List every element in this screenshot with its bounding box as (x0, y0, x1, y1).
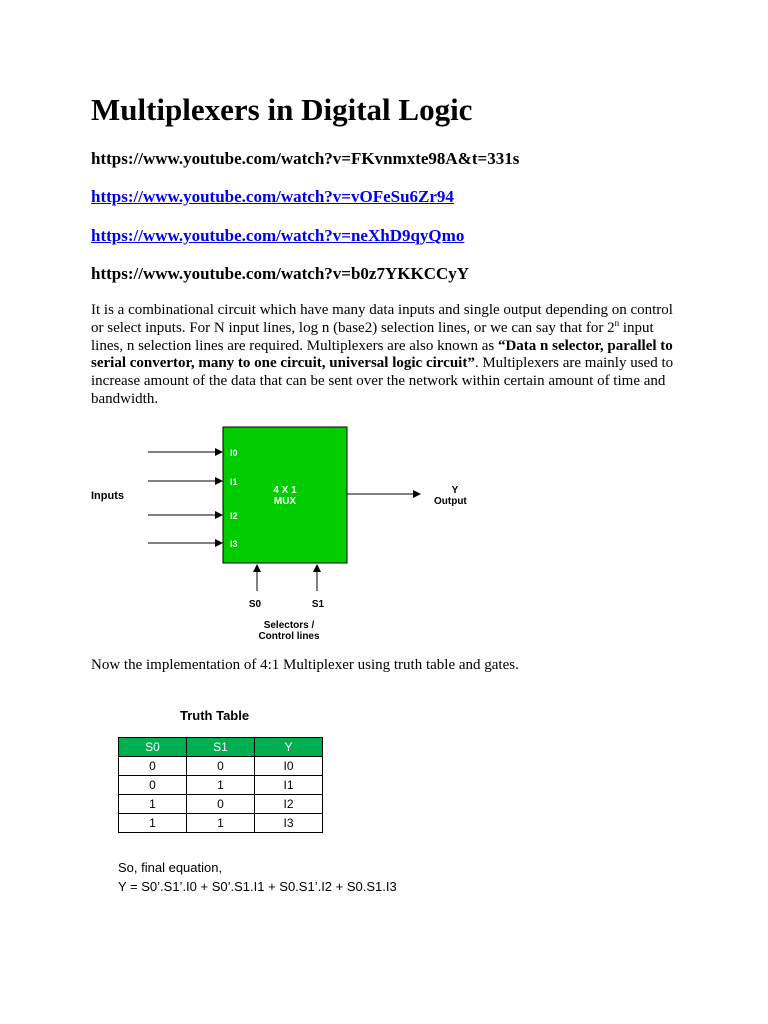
selector-label-s1: S1 (311, 599, 325, 610)
table-cell: 0 (187, 795, 255, 814)
truth-table-header-row (119, 738, 323, 757)
intro-paragraph (91, 302, 686, 409)
table-row (119, 814, 323, 833)
para-text-1: It is a combinational circuit which have many data inputs and single output depending on control or select inputs. For N input lines, log n (base2) selection lines, or we can say that for 2 (91, 302, 673, 336)
equation-intro: So, final equation, (118, 860, 223, 875)
para-text-3: . Multiplexers are mainly used to increase amount of the data that can be sent over the network within certain amount of time and bandwidth. (91, 355, 674, 407)
pin-label-i2: I2 (230, 511, 238, 521)
table-cell: I3 (255, 814, 323, 833)
table-cell: 0 (119, 776, 187, 795)
output-y-label: Y (451, 485, 459, 496)
header-s0: S0 (119, 738, 187, 757)
table-cell: I1 (255, 776, 323, 795)
selectors-caption-line1: Selectors / (263, 620, 315, 631)
table-row (119, 757, 323, 776)
mux-label-line2: MUX (273, 496, 297, 507)
table-cell: 1 (119, 795, 187, 814)
final-equation: Y = S0’.S1’.I0 + S0’.S1.I1 + S0.S1’.I2 + S0.S1.I3 (118, 879, 397, 894)
para-bold-text: “Data n selector, parallel to serial convertor, many to one circuit, universal logic circuit” (91, 337, 673, 372)
para-text-2: input lines, n selection lines are required. Multiplexers are also known as (91, 319, 654, 354)
video-url-4: https://www.youtube.com/watch?v=b0z7YKKCCyY (91, 264, 470, 283)
para-superscript: n (614, 317, 620, 328)
pin-label-i0: I0 (230, 448, 238, 458)
header-s1: S1 (187, 738, 255, 757)
page-title: Multiplexers in Digital Logic (91, 92, 473, 127)
pin-label-i3: I3 (230, 539, 238, 549)
header-y: Y (255, 738, 323, 757)
table-cell: 1 (187, 776, 255, 795)
truth-table (118, 737, 323, 833)
table-cell: 1 (119, 814, 187, 833)
video-link-3[interactable]: https://www.youtube.com/watch?v=neXhD9qyQmo (91, 226, 465, 245)
video-link-2[interactable]: https://www.youtube.com/watch?v=vOFeSu6Zr94 (91, 187, 454, 206)
inputs-label: Inputs (91, 490, 124, 502)
selectors-caption-line2: Control lines (258, 631, 320, 642)
table-cell: I2 (255, 795, 323, 814)
table-row (119, 795, 323, 814)
mux-label-line1: 4 X 1 (273, 485, 297, 496)
mux-block-diagram (85, 425, 485, 650)
pin-label-i1: I1 (230, 477, 238, 487)
table-cell: 1 (187, 814, 255, 833)
implementation-sentence: Now the implementation of 4:1 Multiplexer using truth table and gates. (91, 657, 519, 673)
truth-table-title: Truth Table (180, 708, 250, 723)
table-cell: 0 (187, 757, 255, 776)
selector-label-s0: S0 (248, 599, 262, 610)
table-cell: 0 (119, 757, 187, 776)
video-url-1: https://www.youtube.com/watch?v=FKvnmxte98A&t=331s (91, 149, 520, 168)
table-cell: I0 (255, 757, 323, 776)
output-label: Output (434, 496, 467, 507)
table-row (119, 776, 323, 795)
